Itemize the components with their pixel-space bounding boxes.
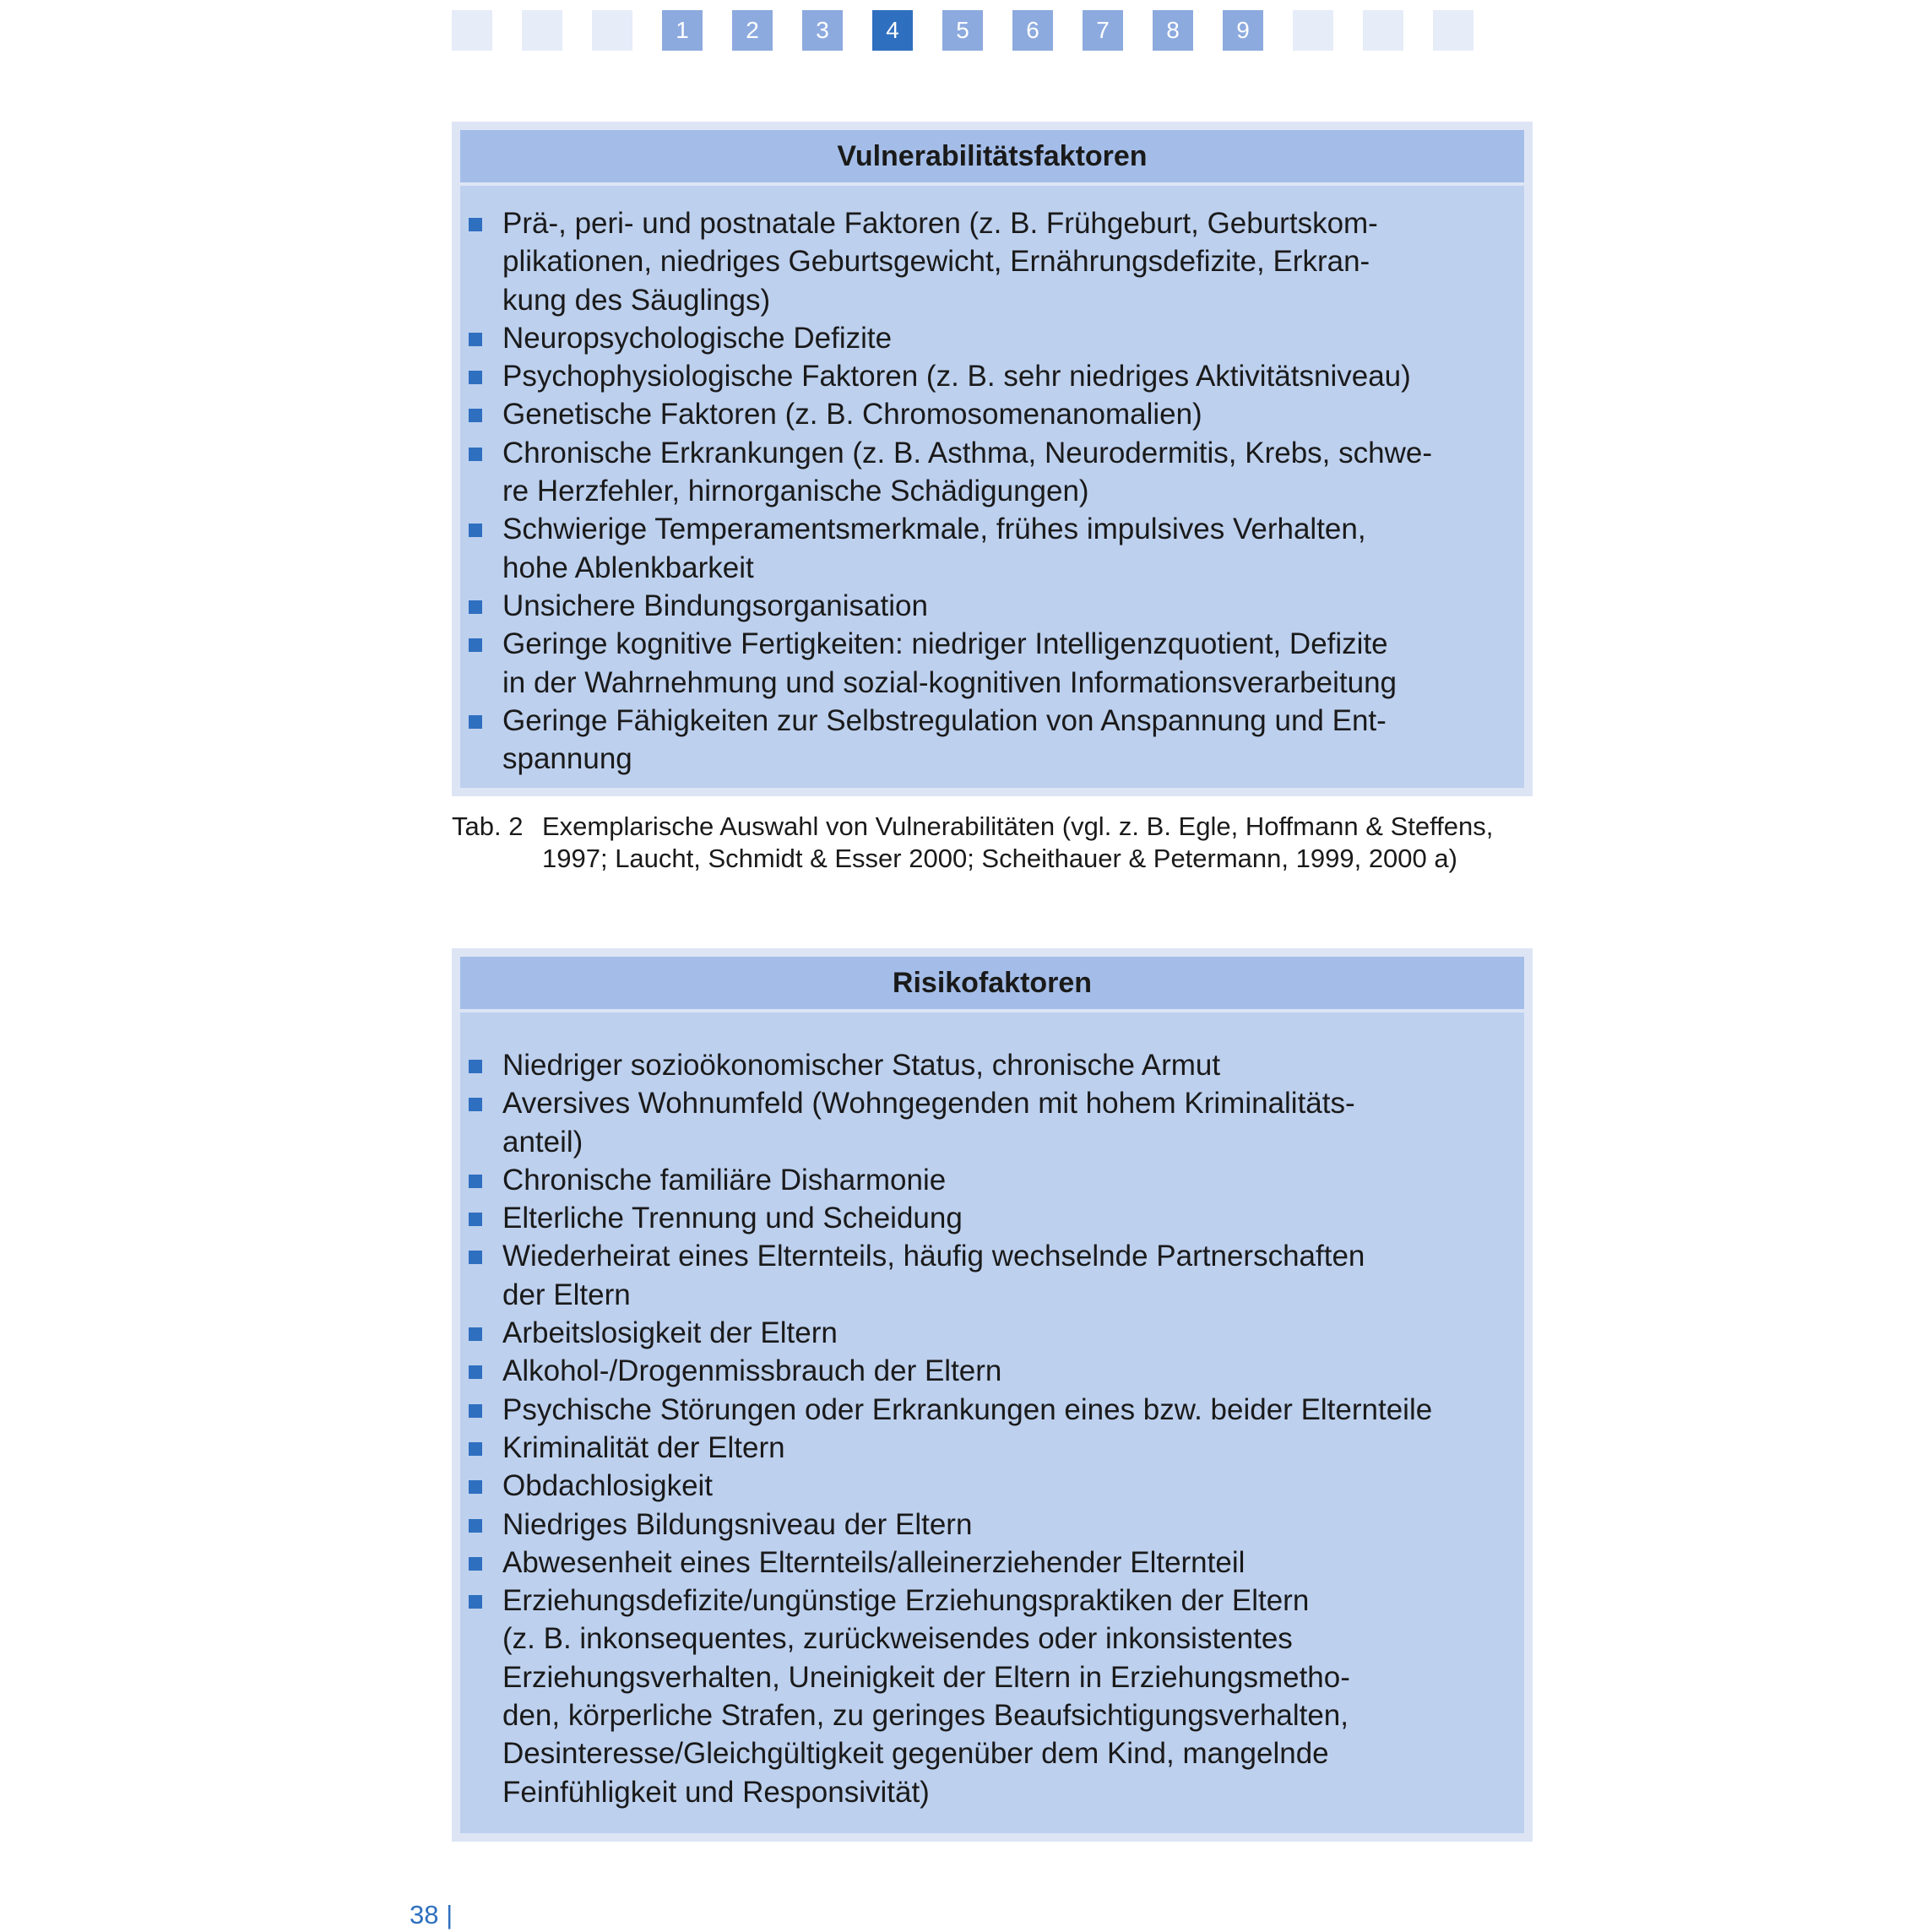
factor-text: Schwierige Temperamentsmerkmale, frühes impulsives Verhalten, hohe Ablenkbarkeit: [502, 513, 1366, 584]
square-bullet-icon: [469, 409, 482, 422]
list-item: [469, 1582, 1512, 1811]
factor-text: Obdachlosigkeit: [502, 1469, 714, 1503]
chapter-tab-3[interactable]: 3: [802, 10, 843, 51]
factor-text: Unsichere Bindungsorganisation: [502, 589, 928, 622]
list-item: [469, 1046, 1512, 1084]
factor-text: Geringe Fähigkeiten zur Selbstregulation von Anspannung und Ent- spannung: [502, 703, 1387, 776]
square-bullet-icon: [469, 600, 482, 614]
chapter-tab-7[interactable]: 7: [1083, 10, 1123, 51]
risk-factor-list: [460, 1012, 1524, 1833]
chapter-tab-2[interactable]: 2: [732, 10, 773, 51]
chapter-tab-placeholder: [1293, 10, 1333, 51]
square-bullet-icon: [469, 1213, 482, 1226]
vulnerability-factors-body: [460, 130, 1524, 788]
square-bullet-icon: [469, 371, 482, 384]
square-bullet-icon: [469, 1595, 482, 1609]
square-bullet-icon: [469, 524, 482, 537]
list-item: [469, 1352, 1512, 1390]
factor-text: Erziehungsdefizite/ungünstige Erziehungspraktiken der Eltern (z. B. inkonsequentes, zurückweisendes oder inkonsistentes Erziehungsverhalten, Uneinigkeit der Eltern in Erziehungsmetho- den, körperliche Strafen, zu geringes Beaufsichtigungsverhalten, Desinteresse/Gleichgültigkeit gegenüber dem Kind, mangelnde Feinfühligkeit und Responsivität): [502, 1584, 1350, 1809]
list-item: [469, 357, 1512, 395]
square-bullet-icon: [469, 1480, 482, 1494]
list-item: [469, 204, 1512, 319]
factor-text: Neuropsychologische Defizite: [502, 321, 893, 355]
factor-text: Niedriger sozioökonomischer Status, chronische Armut: [502, 1049, 1221, 1082]
list-item: [469, 1391, 1512, 1429]
square-bullet-icon: [469, 1404, 482, 1418]
chapter-tab-4[interactable]: 4: [872, 10, 913, 51]
factor-text: Chronische familiäre Disharmonie: [502, 1163, 947, 1197]
caption-label: Tab. 2: [452, 811, 524, 841]
chapter-tab-placeholder: [1363, 10, 1403, 51]
factor-text: Elterliche Trennung und Scheidung: [502, 1202, 963, 1235]
list-item: [469, 1467, 1512, 1505]
list-item: [469, 1199, 1512, 1237]
square-bullet-icon: [469, 333, 482, 346]
square-bullet-icon: [469, 1327, 482, 1341]
factor-text: Geringe kognitive Fertigkeiten: niedriger Intelligenzquotient, Defizite in der Wahrnehmung und sozial-kognitiven Informationsverarbeitung: [502, 627, 1397, 699]
chapter-tab-5[interactable]: 5: [942, 10, 983, 51]
list-item: [469, 1161, 1512, 1199]
list-item: [469, 587, 1512, 625]
list-item: [469, 1237, 1512, 1314]
caption-text: Exemplarische Auswahl von Vulnerabilitäten (vgl. z. B. Egle, Hoffmann & Steffens, 1997; Laucht, Schmidt & Esser 2000; Scheithauer & Petermann, 1999, 2000 a): [542, 811, 1494, 873]
page-number: 38 |: [410, 1900, 453, 1929]
vulnerability-factors-title: Vulnerabilitätsfaktoren: [460, 130, 1524, 186]
factor-text: Prä-, peri- und postnatale Faktoren (z. B. Frühgeburt, Geburtskom- plikationen, niedriges Geburtsgewicht, Ernährungsdefizite, Erkran- kung des Säuglings): [502, 207, 1378, 317]
list-item: [469, 1084, 1512, 1161]
square-bullet-icon: [469, 1442, 482, 1456]
risk-factors-table: [452, 948, 1533, 1842]
square-bullet-icon: [469, 1365, 482, 1379]
factor-text: Kriminalität der Eltern: [502, 1430, 785, 1464]
list-item: [469, 1314, 1512, 1352]
chapter-tab-9[interactable]: 9: [1223, 10, 1263, 51]
chapter-tab-placeholder: [452, 10, 492, 51]
factor-text: Psychophysiologische Faktoren (z. B. sehr niedriges Aktivitätsniveau): [502, 360, 1411, 393]
risk-factors-body: [460, 957, 1524, 1833]
list-item: [469, 395, 1512, 433]
risk-factors-title: Risikofaktoren: [460, 957, 1524, 1012]
list-item: [469, 510, 1512, 587]
vulnerability-factors-table: [452, 122, 1533, 796]
chapter-tab-placeholder: [1433, 10, 1473, 51]
square-bullet-icon: [469, 1519, 482, 1533]
chapter-tab-1[interactable]: 1: [662, 10, 703, 51]
square-bullet-icon: [469, 448, 482, 461]
factor-text: Chronische Erkrankungen (z. B. Asthma, Neurodermitis, Krebs, schwe- re Herzfehler, hirnorganische Schädigungen): [502, 436, 1432, 508]
square-bullet-icon: [469, 1175, 482, 1188]
factor-text: Abwesenheit eines Elternteils/alleinerziehender Elternteil: [502, 1545, 1245, 1579]
list-item: [469, 319, 1512, 357]
factor-text: Aversives Wohnumfeld (Wohngegenden mit hohem Kriminalitäts- anteil): [502, 1087, 1355, 1159]
factor-text: Wiederheirat eines Elternteils, häufig wechselnde Partnerschaften der Eltern: [502, 1240, 1365, 1311]
square-bullet-icon: [469, 638, 482, 652]
list-item: [469, 702, 1512, 779]
square-bullet-icon: [469, 1098, 482, 1111]
factor-text: Arbeitslosigkeit der Eltern: [502, 1316, 838, 1350]
chapter-navigation: [452, 10, 1473, 51]
chapter-tab-placeholder: [522, 10, 562, 51]
list-item: [469, 1429, 1512, 1467]
list-item: [469, 434, 1512, 511]
list-item: [469, 1544, 1512, 1582]
factor-text: Alkohol-/Drogenmissbrauch der Eltern: [502, 1354, 1002, 1388]
square-bullet-icon: [469, 1251, 482, 1264]
table-caption: [452, 811, 1541, 875]
square-bullet-icon: [469, 1557, 482, 1571]
factor-text: Genetische Faktoren (z. B. Chromosomenanomalien): [502, 398, 1202, 431]
factor-text: Psychische Störungen oder Erkrankungen eines bzw. beider Elternteile: [502, 1392, 1433, 1426]
list-item: [469, 1506, 1512, 1544]
chapter-tab-6[interactable]: 6: [1012, 10, 1053, 51]
vulnerability-factor-list: [460, 186, 1524, 788]
factor-text: Niedriges Bildungsniveau der Eltern: [502, 1507, 973, 1541]
square-bullet-icon: [469, 218, 482, 231]
chapter-tab-placeholder: [592, 10, 632, 51]
square-bullet-icon: [469, 1060, 482, 1073]
chapter-tab-8[interactable]: 8: [1153, 10, 1193, 51]
list-item: [469, 625, 1512, 702]
square-bullet-icon: [469, 715, 482, 729]
